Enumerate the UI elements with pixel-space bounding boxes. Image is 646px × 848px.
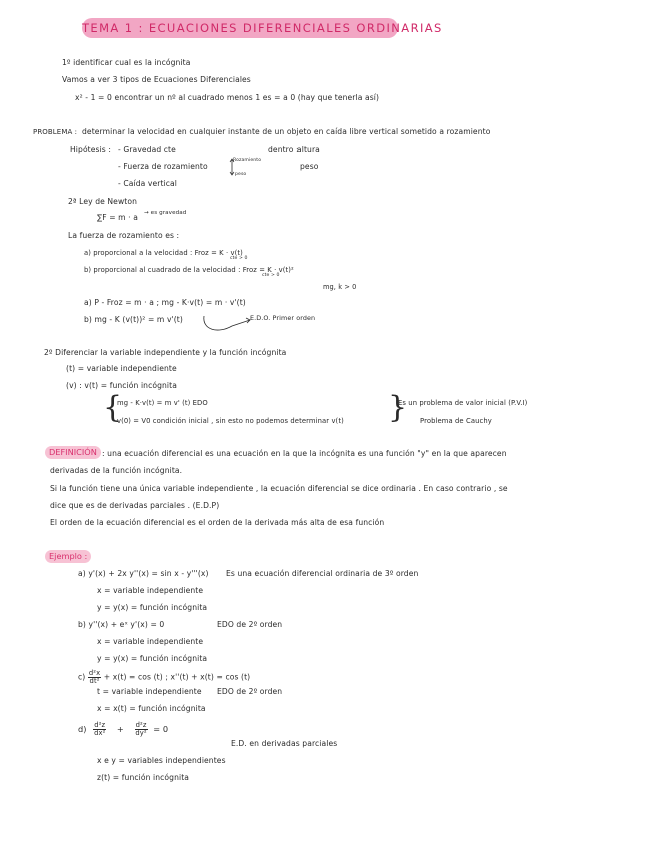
intro-line-2: Vamos a ver 3 tipos de Ecuaciones Diferenciales xyxy=(62,75,251,84)
ejemplo-d-label: d) xyxy=(78,724,87,734)
ejemplo-d-den-1: dx² xyxy=(94,729,106,737)
ejemplo-d-fn: z(t) = función incógnita xyxy=(97,773,190,782)
definicion-line-4: dice que es de derivadas parciales . (E.D.P) xyxy=(50,501,220,510)
ejemplo-a-right: Es una ecuación diferencial ordinaria de 3º orden xyxy=(226,569,419,578)
rozamiento-a-sub: cte > 0 xyxy=(230,256,248,261)
diferenciar-line-2: (v) : v(t) = función incógnita xyxy=(66,381,177,390)
rozamiento-b-sub: cte > 0 xyxy=(262,273,280,278)
ejemplo-c-den: dt² xyxy=(89,677,100,685)
ejemplo-d-fraction-1 xyxy=(93,722,106,737)
ejemplo-d-num-1: d²z xyxy=(94,721,106,729)
rozamiento-small: Rozamiento xyxy=(233,158,262,163)
rozamiento-a: a) proporcional a la velocidad : Froz = K · v(t) xyxy=(84,249,243,257)
system-line-2: v(0) = V0 condición inicial , sin esto no podemos determinar v(t) xyxy=(117,417,344,425)
definicion-line-3: Si la función tiene una única variable independiente , la ecuación diferencial se dice ordinaria . En caso contrario , se xyxy=(50,484,508,493)
ejemplo-b-var: x = variable independiente xyxy=(97,637,204,646)
diferenciar-line-1: (t) = variable independiente xyxy=(66,364,177,373)
ejemplo-c-fn: x = x(t) = función incógnita xyxy=(97,704,206,713)
intro-line-3: x² - 1 = 0 encontrar un nº al cuadrado menos 1 es = a 0 (hay que tenerla así) xyxy=(75,93,380,102)
ejemplo-badge: Ejemplo : xyxy=(45,550,91,563)
ejemplo-a-fn: y = y(x) = función incógnita xyxy=(97,603,208,612)
hipotesis-2: - Fuerza de rozamiento xyxy=(118,162,208,171)
ejemplo-b-fn: y = y(x) = función incógnita xyxy=(97,654,208,663)
right-brace: } xyxy=(388,390,408,425)
ejemplo-b-equation: b) y''(x) + eˣ y'(x) = 0 xyxy=(78,620,165,629)
ejemplo-b-right: EDO de 2º orden xyxy=(217,620,283,629)
ejemplo-d-eq: = 0 xyxy=(153,724,169,734)
page-title: TEMA 1 : ECUACIONES DIFERENCIALES ORDINARIAS xyxy=(82,18,398,38)
left-brace: { xyxy=(103,390,123,425)
system-line-1: mg - K·v(t) = m v' (t) EDO xyxy=(117,399,208,407)
ejemplo-d-equation xyxy=(78,722,168,737)
ejemplo-d-var: x e y = variables independientes xyxy=(97,756,226,765)
hipotesis-1-right: altura xyxy=(297,145,320,154)
newton-note: → es gravedad xyxy=(144,210,187,216)
ejemplo-d-den-2: dy² xyxy=(135,729,147,737)
definicion-line-1: : una ecuación diferencial es una ecuación en la que la incógnita es una función "y" en la que aparecen xyxy=(102,449,507,458)
ejemplo-a-var: x = variable independiente xyxy=(97,586,204,595)
newton-heading: 2ª Ley de Newton xyxy=(68,197,138,206)
ejemplo-a-equation: a) y'(x) + 2x y''(x) = sin x - y'''(x) xyxy=(78,569,209,578)
rozamiento-heading: La fuerza de rozamiento es : xyxy=(68,231,180,240)
ejemplo-d-plus: + xyxy=(116,724,124,734)
ejemplo-c-num: d²x xyxy=(88,669,101,677)
ejemplo-c-equation xyxy=(78,670,250,685)
hipotesis-1-right-prefix: dentro : xyxy=(268,145,299,154)
ejemplo-d-fraction-2 xyxy=(135,722,148,737)
peso-small: peso xyxy=(235,172,247,177)
ejemplo-d-right: E.D. en derivadas parciales xyxy=(231,739,338,748)
ejemplo-c-right: EDO de 2º orden xyxy=(217,687,283,696)
edo-note: E.D.O. Primer orden xyxy=(250,314,316,322)
hipotesis-2-right: peso xyxy=(300,162,319,171)
ejemplo-c-fraction xyxy=(88,670,101,685)
problema-text: determinar la velocidad en cualquier instante de un objeto en caída libre vertical sometido a rozamiento xyxy=(82,127,491,136)
ejemplo-c-var: t = variable independiente xyxy=(97,687,202,696)
cauchy-label: Problema de Cauchy xyxy=(420,417,492,425)
equation-a: a) P - Froz = m · a ; mg - K·v(t) = m · v'(t) xyxy=(84,298,246,307)
definicion-badge: DEFINICIÓN xyxy=(45,446,101,459)
hipotesis-3: - Caída vertical xyxy=(118,179,178,188)
definicion-line-5: El orden de la ecuación diferencial es el orden de la derivada más alta de esa función xyxy=(50,518,385,527)
intro-line-1: 1º identificar cual es la incógnita xyxy=(62,58,191,67)
problema-label: PROBLEMA : xyxy=(33,128,78,136)
ejemplo-d-num-2: d²z xyxy=(135,721,147,729)
rozamiento-b: b) proporcional al cuadrado de la velocidad : Froz = K · v(t)² xyxy=(84,266,294,274)
edo-arrow-icon xyxy=(196,312,254,334)
force-arrows-icon xyxy=(229,158,235,176)
pvi-label: Es un problema de valor inicial (P.V.I) xyxy=(398,399,528,407)
newton-equation: ∑F = m · a xyxy=(97,213,138,222)
definicion-line-2: derivadas de la función incógnita. xyxy=(50,466,183,475)
hipotesis-1: - Gravedad cte xyxy=(118,145,176,154)
ejemplo-c-label: c) xyxy=(78,672,86,682)
mgk-condition: mg, k > 0 xyxy=(323,283,357,291)
equation-b: b) mg - K (v(t))² = m v'(t) xyxy=(84,315,183,324)
ejemplo-c-rest: + x(t) = cos (t) ; x''(t) + x(t) = cos (t) xyxy=(103,672,251,682)
diferenciar-heading: 2º Diferenciar la variable independiente y la función incógnita xyxy=(44,348,287,357)
hipotesis-label: Hipótesis : xyxy=(70,145,112,154)
